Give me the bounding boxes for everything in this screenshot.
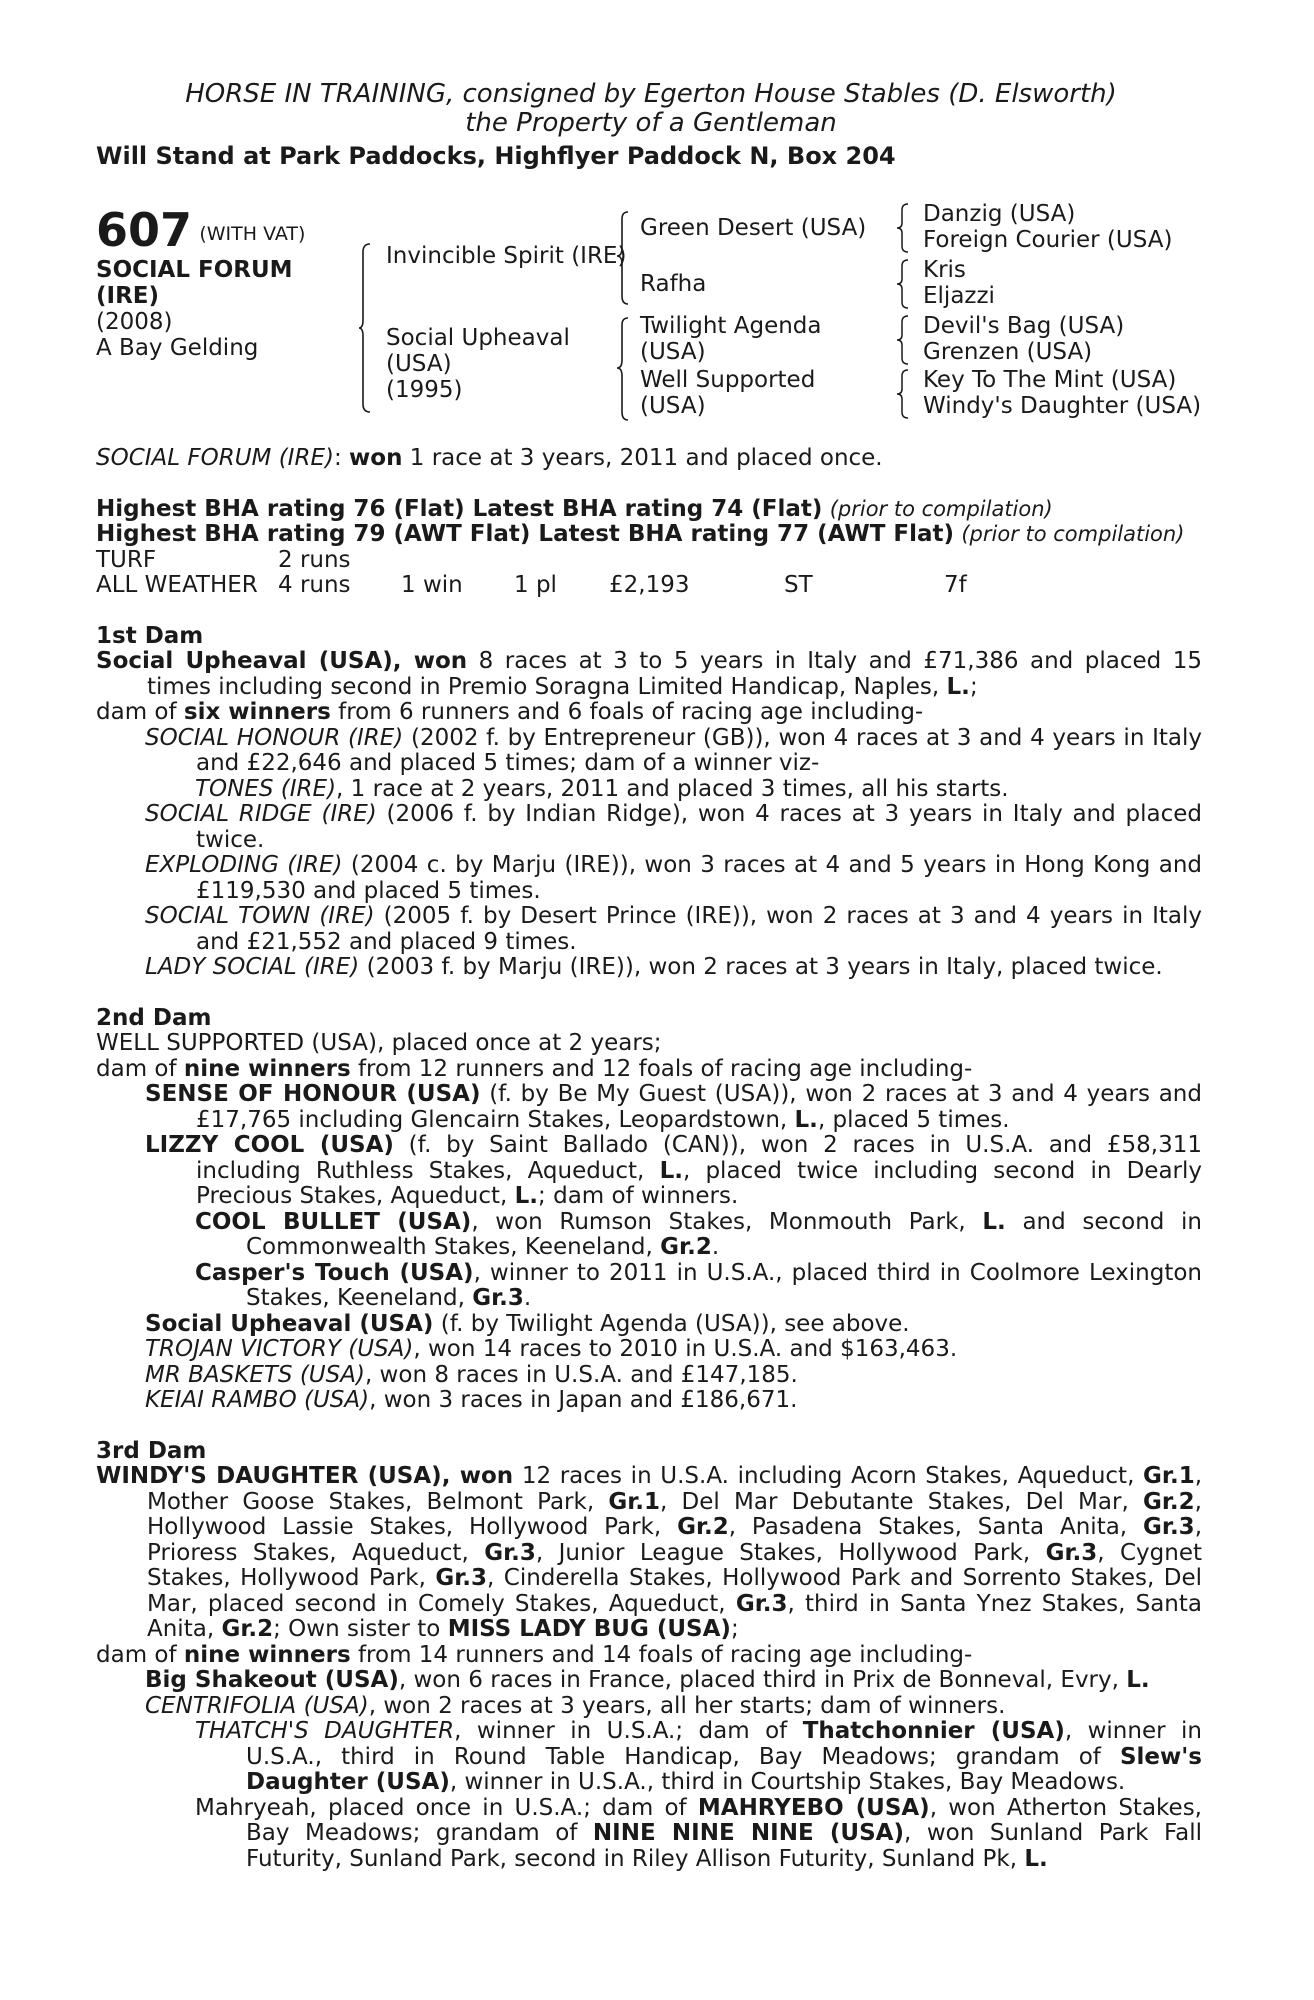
dam2-progeny-3: Social Upheaval (USA) (f. by Twilight Agenda (USA)), see above. [145,1310,910,1337]
stand-location: Will Stand at Park Paddocks, Highflyer Paddock N, Box 204 [96,142,896,170]
race-record-table [96,548,967,599]
dam2-lead: WELL SUPPORTED (USA), placed once at 2 years; [96,1030,662,1056]
catalogue-body [96,446,1202,1872]
sire-sire: Green Desert (USA) [640,215,867,241]
record-row-turf: TURF 2 runs [96,546,351,573]
consignor-line: HORSE IN TRAINING, consigned by Egerton House Stables (D. Elsworth) [185,79,1117,109]
dam2-dam-of: dam of nine winners from 12 runners and 12 foals of racing age including- [96,1055,973,1082]
dam-name-line2: (USA) [386,351,452,377]
dam3-progeny-2: CENTRIFOLIA (USA), won 2 races at 3 years, all her starts; dam of winners. [145,1692,1006,1719]
gen3-sss: Danzig (USA) [923,201,1076,227]
dam3-progeny-1: Big Shakeout (USA), won 6 races in France, placed third in Prix de Bonneval, Evry, L. [145,1667,1150,1693]
dam3-lead: WINDY'S DAUGHTER (USA), won 12 races in U.S.A. including Acorn Stakes, Aqueduct, Gr.1, Mother Goose Stakes, Belmont Park, Gr.1, Del Mar Debutante Stakes, Del Mar, Gr.2, Hollywood Lassie Stakes, Hollywood Park, Gr.2, Pasadena Stakes, Santa Anita, Gr.3, Prioress Stakes, Aqueduct, Gr.3, Junior League Stakes, Hollywood Park, Gr.3, Cygnet Stakes, Hollywood Park, Gr.3, Cinderella Stakes, Hollywood Park and Sorrento Stakes, Del Mar, placed second in Comely Stakes, Aqueduct, Gr.3, third in Santa Ynez Stakes, Santa Anita, Gr.2; Own sister to MISS LADY BUG (USA); [96,1463,1203,1642]
dam-name-line3: (1995) [386,377,463,403]
dam1-lead: Social Upheaval (USA), won 8 races at 3 to 5 years in Italy and £71,386 and placed 15 times including second in Premio Soragna Limited Handicap, Naples, L.; [96,648,1203,700]
pedigree-block [96,202,1226,432]
dam1-heading: 1st Dam [96,622,204,649]
lot-number: 607 [96,203,193,257]
dam3-dam-of: dam of nine winners from 14 runners and 14 foals of racing age including- [96,1641,973,1668]
dam2-progeny-2: LIZZY COOL (USA) (f. by Saint Ballado (CAN)), won 2 races in U.S.A. and £58,311 including Ruthless Stakes, Aqueduct, L., placed twice including second in Dearly Precious Stakes, Aqueduct, L.; dam of winners. [145,1132,1202,1209]
dam3-heading: 3rd Dam [96,1437,207,1464]
dam-dam-line1: Well Supported [640,367,816,393]
horse-name-line2: (IRE) [96,283,160,309]
foaling-year: (2008) [96,309,173,335]
dam1-dam-of: dam of six winners from 6 runners and 6 foals of racing age including- [96,699,924,725]
dam1-progeny-5: LADY SOCIAL (IRE) (2003 f. by Marju (IRE)), won 2 races at 3 years in Italy, placed twice. [145,954,1163,980]
lot-vat: (WITH VAT) [199,223,306,245]
dam1-progeny-4: SOCIAL TOWN (IRE) (2005 f. by Desert Prince (IRE)), won 2 races at 3 and 4 years in Italy and £21,552 and placed 9 times. [145,903,1203,955]
dam2-progeny-1: SENSE OF HONOUR (USA) (f. by Be My Guest (USA)), won 2 races at 3 and 4 years and £17,765 including Glencairn Stakes, Leopardstown, L., placed 5 times. [145,1081,1202,1133]
dam2-progeny-4: TROJAN VICTORY (USA), won 14 races to 2010 in U.S.A. and $163,463. [145,1336,958,1362]
dam1-progeny-1: SOCIAL HONOUR (IRE) (2002 f. by Entrepreneur (GB)), won 4 races at 3 and 4 years in Italy and £22,646 and placed 5 times; dam of a winner viz- [145,724,1202,776]
dam3-progeny-2a: THATCH'S DAUGHTER, winner in U.S.A.; dam of Thatchonnier (USA), winner in U.S.A., third in Round Table Handicap, Bay Meadows; grandam of Slew's Daughter (USA), winner in U.S.A., third in Courtship Stakes, Bay Meadows. [195,1718,1202,1795]
gen3-brace-2 [896,258,910,310]
dam2-progeny-2b: Casper's Touch (USA), winner to 2011 in U.S.A., placed third in Coolmore Lexington Stakes, Keeneland, Gr.3. [195,1259,1202,1311]
dam-name-line1: Social Upheaval [386,325,570,351]
gen3-dsd: Grenzen (USA) [923,339,1093,365]
dam1-progeny-1a: TONES (IRE), 1 race at 2 years, 2011 and placed 3 times, all his starts. [195,775,1009,802]
rating-awt: Highest BHA rating 79 (AWT Flat) Latest BHA rating 77 (AWT Flat) (prior to compilation) [96,521,1185,547]
gen3-ddd: Windy's Daughter (USA) [923,393,1202,419]
page-header [96,80,1206,171]
sire-name: Invincible Spirit (IRE) [386,243,627,269]
gen3-dss: Devil's Bag (USA) [923,313,1125,339]
gen3-dds: Key To The Mint (USA) [923,367,1177,393]
dam-sire-line1: Twilight Agenda [640,313,822,339]
gen3-sdd: Eljazzi [923,283,995,309]
race-summary: SOCIAL FORUM (IRE): won 1 race at 3 years, 2011 and placed once. [96,445,883,471]
dam2-heading: 2nd Dam [96,1004,212,1031]
dam3-progeny-2b: Mahryeah, placed once in U.S.A.; dam of MAHRYEBO (USA), won Atherton Stakes, Bay Meadows; grandam of NINE NINE NINE (USA), won Sunland Park Fall Futurity, Sunland Park, second in Riley Allison Futurity, Sunland Pk, L. [195,1794,1202,1872]
gen3-ssd: Foreign Courier (USA) [923,227,1173,253]
sire-dam: Rafha [640,271,707,297]
lot-heading [96,203,306,257]
owner-line: the Property of a Gentleman [465,108,837,138]
gen3-sds: Kris [923,257,966,283]
dam2-progeny-2a: COOL BULLET (USA), won Rumson Stakes, Monmouth Park, L. and second in Commonwealth Stakes, Keeneland, Gr.2. [195,1208,1203,1260]
dam-dam-line2: (USA) [640,393,706,419]
dam-sire-line2: (USA) [640,339,706,365]
pedigree-main-brace [358,242,372,414]
dam2-progeny-5: MR BASKETS (USA), won 8 races in U.S.A. and £147,185. [145,1361,798,1388]
summary-horse-name: SOCIAL FORUM (IRE) [96,445,334,471]
dam1-progeny-2: SOCIAL RIDGE (IRE) (2006 f. by Indian Ridge), won 4 races at 3 years in Italy and placed twice. [145,801,1202,853]
sire-brace [616,210,630,306]
horse-name-line1: SOCIAL FORUM [96,257,293,283]
gen3-brace-3 [896,314,910,366]
gen3-brace-4 [896,368,910,420]
rating-flat: Highest BHA rating 76 (Flat) Latest BHA rating 74 (Flat) (prior to compilation) [96,495,1053,522]
gen3-brace-1 [896,202,910,254]
dam-brace [616,316,630,422]
dam2-progeny-6: KEIAI RAMBO (USA), won 3 races in Japan and £186,671. [145,1387,798,1413]
horse-description: A Bay Gelding [96,335,259,361]
dam1-progeny-3: EXPLODING (IRE) (2004 c. by Marju (IRE)), won 3 races at 4 and 5 years in Hong Kong and £119,530 and placed 5 times. [145,852,1202,904]
record-row-aw: ALL WEATHER 4 runs 1 win 1 pl £2,193 ST 7f [96,572,967,598]
